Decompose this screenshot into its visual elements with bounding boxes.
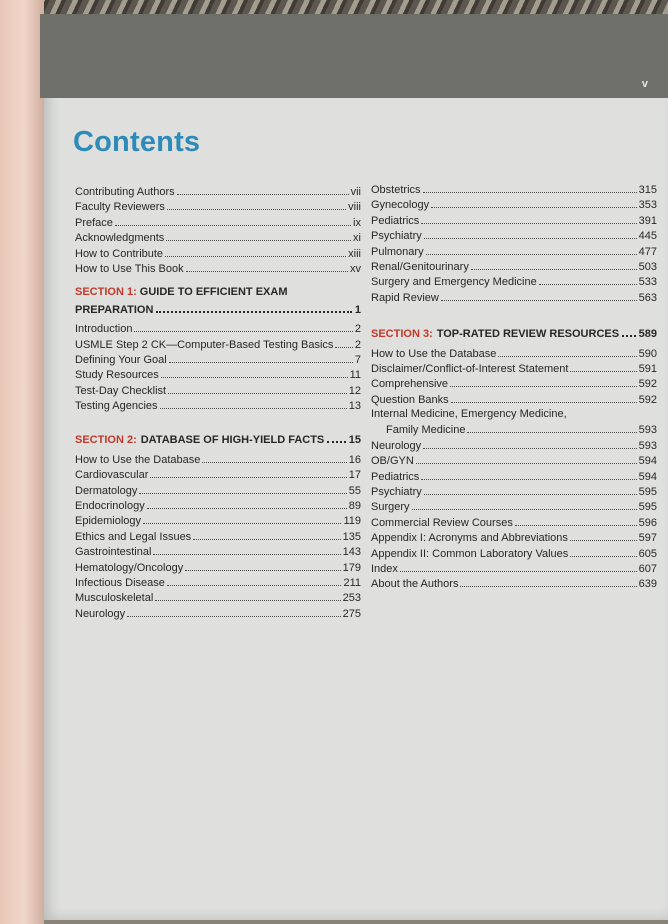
leader-dots [160,398,347,409]
section-page: 589 [638,328,657,341]
section-2-continued-list [371,182,657,305]
leader-dots [441,290,637,301]
leader-dots [450,376,637,387]
entry-page: 596 [638,516,657,529]
leader-dots [115,215,351,226]
entry-label: Pediatrics [371,214,420,227]
entry-label: Psychiatry [371,230,422,243]
entry-page: 55 [348,484,361,497]
leader-dots [134,321,352,332]
toc-entry[interactable] [371,561,657,576]
toc-entry[interactable] [75,230,361,245]
toc-entry[interactable] [75,184,361,199]
leader-dots [335,337,352,348]
leader-dots [515,515,637,526]
entry-label: Disclaimer/Conflict-of-Interest Statement [371,362,569,375]
section-title: GUIDE TO EFFICIENT EXAM [139,286,288,299]
toc-entry[interactable] [371,515,657,530]
toc-entry[interactable] [371,346,657,361]
leader-dots [412,499,637,510]
toc-entry[interactable] [75,529,361,544]
entry-label: USMLE Step 2 CK—Computer-Based Testing Basics [75,338,334,351]
leader-dots [570,546,636,557]
entry-page: 2 [354,338,361,351]
section-1-list [75,321,361,413]
toc-entry[interactable] [75,321,361,336]
toc-entry[interactable] [75,199,361,214]
toc-entry[interactable] [75,398,361,413]
entry-page: 477 [638,245,657,258]
entry-label: Rapid Review [371,291,439,304]
entry-page: 2 [354,323,361,336]
leader-dots [421,469,636,480]
entry-page: 593 [638,424,657,437]
entry-label: Hematology/Oncology [75,561,184,574]
toc-entry[interactable] [75,246,361,261]
leader-dots [423,438,637,449]
toc-entry[interactable] [75,261,361,276]
section-number: SECTION 3: [371,328,433,341]
leader-dots [498,346,636,357]
entry-page: 592 [638,378,657,391]
toc-entry[interactable] [371,259,657,274]
entry-label: Internal Medicine, Emergency Medicine, [371,408,567,421]
entry-label: Defining Your Goal [75,353,167,366]
toc-entry[interactable] [371,438,657,453]
entry-label: Pulmonary [371,245,424,258]
entry-label: OB/GYN [371,455,414,468]
leader-dots [421,213,636,224]
toc-entry[interactable] [371,228,657,243]
entry-page: 594 [638,470,657,483]
toc-entry[interactable] [75,590,361,605]
entry-page: 119 [343,515,361,528]
entry-page: 17 [348,469,361,482]
entry-label: How to Use the Database [75,453,201,466]
toc-entry[interactable] [75,337,361,352]
entry-page: 563 [638,291,657,304]
entry-page: 594 [638,455,657,468]
leader-dots [177,184,349,195]
section-3-heading [371,325,657,340]
entry-label: Psychiatry [371,486,422,499]
entry-page: 275 [342,607,361,620]
leader-dots [539,274,637,285]
leader-dots [185,560,340,571]
toc-entry[interactable] [371,392,657,407]
page-number-roman: v [641,78,648,90]
entry-label: Contributing Authors [75,186,175,198]
toc-entry[interactable] [75,544,361,559]
entry-page: 13 [348,400,361,413]
entry-page: xiii [348,247,361,260]
entry-label: Appendix II: Common Laboratory Values [371,547,569,560]
entry-page: 353 [638,199,657,212]
toc-entry[interactable] [75,452,361,467]
entry-label: Endocrinology [75,500,145,513]
entry-label: Preface [75,216,113,229]
toc-entry[interactable] [371,361,657,376]
entry-label: Acknowledgments [75,232,165,245]
entry-page: 591 [638,362,657,375]
entry-page: 639 [638,578,657,591]
toc-entry[interactable] [75,352,361,367]
entry-label: Ethics and Legal Issues [75,530,192,543]
leader-dots [169,352,353,363]
section-1-heading [75,285,361,316]
entry-page: 593 [638,439,657,452]
page-title: Contents [73,126,201,158]
leader-dots [202,452,346,463]
entry-label: Neurology [371,439,422,452]
toc-entry[interactable] [371,182,657,197]
entry-page: xv [350,262,361,275]
section-title: TOP-RATED REVIEW RESOURCES [436,328,620,341]
section-number: SECTION 1: [75,286,137,299]
entry-label: Index [371,562,398,575]
entry-page: 605 [638,547,657,560]
toc-left-column [75,184,361,621]
entry-label: Epidemiology [75,515,142,528]
header-band [40,14,668,98]
leader-dots [127,606,341,617]
entry-page: 7 [354,353,361,366]
leader-dots [153,544,340,555]
toc-entry[interactable] [371,274,657,289]
toc-entry[interactable] [371,244,657,259]
leader-dots [451,392,637,403]
leader-dots [327,431,345,443]
entry-label: Introduction [75,323,133,336]
entry-label: Test-Day Checklist [75,384,167,397]
leader-dots [139,483,346,494]
section-2-list [75,452,361,621]
entry-label: Study Resources [75,369,159,382]
entry-label: Appendix I: Acronyms and Abbreviations [371,532,568,545]
entry-page: ix [353,216,361,229]
leader-dots [423,182,637,193]
entry-page: 11 [349,369,361,382]
leader-dots [186,261,348,272]
toc-entry-continued[interactable] [371,422,657,437]
entry-label: How to Use This Book [75,262,184,275]
entry-page: 16 [348,453,361,466]
toc-entry[interactable] [371,213,657,228]
entry-page: 391 [638,214,657,227]
entry-label: Neurology [75,607,126,620]
toc-entry[interactable] [75,498,361,513]
toc-entry[interactable] [371,546,657,561]
entry-label: Infectious Disease [75,576,165,589]
leader-dots [147,498,347,509]
entry-page: 607 [638,562,657,575]
leader-dots [424,228,637,239]
toc-entry[interactable] [371,376,657,391]
leader-dots [416,453,637,464]
toc-entry[interactable] [371,576,657,591]
entry-page: vii [350,186,361,198]
entry-page: 592 [638,393,657,406]
entry-page: 135 [342,530,361,543]
toc-entry[interactable] [371,290,657,305]
section-2-heading [75,431,361,446]
leader-dots [167,575,342,586]
leader-dots [460,576,636,587]
leader-dots [165,246,346,257]
section-number: SECTION 2: [75,434,137,447]
leader-dots [400,561,637,572]
toc-entry[interactable] [75,483,361,498]
entry-label: Testing Agencies [75,400,158,413]
entry-page: 253 [342,592,361,605]
toc-entry[interactable] [75,606,361,621]
entry-label: Pediatrics [371,470,420,483]
leader-dots [155,590,340,601]
entry-label: Faculty Reviewers [75,201,165,214]
toc-right-column [371,182,657,592]
entry-label: Musculoskeletal [75,592,154,605]
leader-dots [424,484,637,495]
entry-label: How to Contribute [75,247,164,260]
toc-entry[interactable] [371,499,657,514]
entry-label: About the Authors [371,578,459,591]
leader-dots [166,230,351,241]
toc-entry[interactable] [371,197,657,212]
toc-entry[interactable] [371,484,657,499]
toc-entry[interactable] [75,383,361,398]
leader-dots [167,199,346,210]
toc-entry[interactable] [75,367,361,382]
entry-label: Renal/Genitourinary [371,260,469,273]
entry-page: 590 [638,347,657,360]
entry-page: viii [348,201,361,214]
section-3-list [371,346,657,408]
leader-dots [471,259,637,270]
entry-page: 179 [342,561,361,574]
leader-dots [570,361,636,372]
entry-page: 12 [348,384,361,397]
entry-label: Obstetrics [371,184,421,196]
entry-page: 89 [348,500,361,513]
entry-label: Family Medicine [386,424,466,437]
toc-entry[interactable] [75,215,361,230]
section-page: 1 [354,303,361,316]
leader-dots [168,383,347,394]
entry-label: Gastrointestinal [75,546,152,559]
entry-label: Question Banks [371,393,449,406]
entry-label: Surgery [371,501,410,514]
entry-label: How to Use the Database [371,347,497,360]
entry-label: Commercial Review Courses [371,516,513,529]
leader-dots [467,422,636,433]
toc-entry[interactable] [75,560,361,575]
leader-dots [426,244,637,255]
toc-entry[interactable] [371,453,657,468]
entry-label: Dermatology [75,484,138,497]
leader-dots [161,367,348,378]
section-title: DATABASE OF HIGH-YIELD FACTS [140,434,325,447]
toc-entry[interactable] [371,407,657,422]
entry-page: 595 [638,501,657,514]
entry-label: Gynecology [371,199,430,212]
entry-page: 503 [638,260,657,273]
entry-label: Cardiovascular [75,469,149,482]
leader-dots [143,513,341,524]
toc-entry[interactable] [75,513,361,528]
leader-dots [570,530,637,541]
entry-label: Comprehensive [371,378,449,391]
entry-page: 595 [638,486,657,499]
toc-entry[interactable] [75,575,361,590]
leader-dots [150,467,346,478]
section-3-list-continued [371,438,657,592]
entry-label: Surgery and Emergency Medicine [371,276,537,289]
leader-dots [156,301,351,313]
entry-page: 597 [638,532,657,545]
leader-dots [431,197,637,208]
section-page: 15 [348,434,361,447]
entry-page: 315 [638,184,657,196]
entry-page: 211 [343,576,361,589]
front-matter-list [75,184,361,276]
leader-dots [622,325,636,337]
leader-dots [193,529,340,540]
entry-page: 445 [638,230,657,243]
entry-page: xi [353,232,361,245]
toc-entry[interactable] [371,530,657,545]
entry-page: 533 [638,276,657,289]
toc-entry[interactable] [75,467,361,482]
section-title-cont: PREPARATION [75,303,154,316]
page-edge [0,0,44,924]
entry-page: 143 [342,546,361,559]
toc-entry[interactable] [371,469,657,484]
